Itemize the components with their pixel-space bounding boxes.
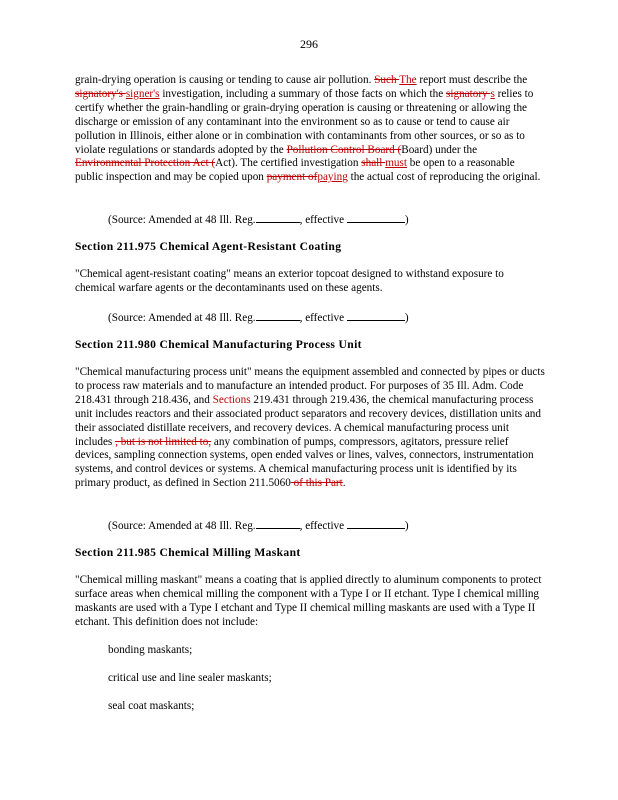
deleted-text: signatory's (75, 87, 126, 100)
list-item: critical use and line sealer maskants; (108, 672, 272, 684)
paragraph-text: any combination of pumps, compressors, agitators, pressure relief devices, sampling connection systems, open ended valves or lines, valves, connectors, instrumentation systems, and control devices or systems. A chemical manufacturing process unit is identified by its primary product, as defined in Section 211.5060 (75, 435, 534, 490)
source-note-suffix: ) (404, 520, 409, 532)
inserted-text: must (385, 157, 407, 170)
deleted-text: , but is not limited to, (115, 435, 212, 448)
deleted-text: signatory (446, 87, 491, 100)
blank-line (256, 518, 300, 529)
source-note-suffix: ) (404, 312, 409, 324)
deleted-text: Such (374, 74, 400, 86)
deleted-text: shall (361, 157, 386, 170)
deleted-text: of this Part (290, 477, 343, 490)
paragraph-text: Act). The certified investigation (215, 157, 362, 170)
source-note-middle: , effective (299, 214, 347, 226)
paragraph-text: the actual cost of reproducing the original. (347, 171, 541, 184)
paragraph-text: investigation, including a summary of those facts on which the (159, 87, 446, 100)
inserted-text: signer's (125, 87, 160, 100)
paragraph-chemical-agent-resistant-coating: "Chemical agent-resistant coating" means an exterior topcoat designed to withstand exposure to chemical warfare agents or the decontaminants used on these agents. (75, 268, 504, 294)
paragraph-text: relies to certify whether the grain-handling or grain-drying operation is causing or threatening or allowing the discharge or emission of any contaminant into the environment so as to cause or tend to cause air pollution in Illinois, either alone or in combination with contaminants from other sources, or so as to violate regulations or standards adopted by the (75, 87, 534, 156)
source-note (108, 310, 409, 326)
inserted-text: The (399, 74, 417, 86)
source-note (108, 518, 409, 534)
source-note-prefix: (Source: Amended at 48 Ill. Reg. (108, 214, 256, 226)
paragraph-chemical-milling-maskant: "Chemical milling maskant" means a coating that is applied directly to aluminum components to protect surface areas when chemical milling the component with a Type I or II etchant. Type I chemical milling maskants are used with a Type I etchant and Type II chemical milling maskants are used with a Type II etchant. This definition does not include: (75, 574, 542, 628)
deleted-text: Pollution Control Board ( (286, 143, 402, 156)
page-number: 296 (300, 37, 318, 51)
paragraph-text: . (342, 477, 346, 490)
source-note-middle: , effective (299, 520, 347, 532)
inserted-text: s (490, 87, 495, 100)
source-note-prefix: (Source: Amended at 48 Ill. Reg. (108, 312, 256, 324)
blank-line (347, 212, 405, 223)
paragraph-text: be open to a reasonable public inspection and may be copied upon (75, 157, 515, 184)
section-heading-211-985: Section 211.985 Chemical Milling Maskant (75, 546, 301, 559)
paragraph-grain-drying-investigation (75, 74, 545, 185)
blank-line (256, 310, 300, 321)
source-note-middle: , effective (299, 312, 347, 324)
paragraph-text: report must describe the (416, 74, 528, 86)
source-note-suffix: ) (404, 214, 409, 226)
paragraph-text: Board) under the (401, 143, 478, 156)
deleted-text: Environmental Protection Act ( (75, 157, 216, 170)
deleted-text: payment of (266, 171, 318, 184)
revised-text: Sections (212, 393, 251, 406)
source-note-prefix: (Source: Amended at 48 Ill. Reg. (108, 520, 256, 532)
blank-line (347, 518, 405, 529)
source-note (108, 212, 409, 228)
blank-line (256, 212, 300, 223)
section-heading-211-980: Section 211.980 Chemical Manufacturing Process Unit (75, 338, 362, 351)
paragraph-text: grain-drying operation is causing or tending to cause air pollution. (75, 74, 375, 86)
paragraph-text: "Chemical manufacturing process unit" means the equipment assembled and connected by pipes or ducts to process raw materials and to manufacture an intended product. For purposes of 35 Ill. Adm. Code 218.431 through 218.436, and (75, 366, 545, 406)
list-item: bonding maskants; (108, 644, 193, 656)
paragraph-text: 219.431 through 219.436, the chemical manufacturing process unit includes reactors and their associated product separators and recovery devices, distillation units and their associated distillate receivers, and recovery devices. A chemical manufacturing process unit includes (75, 393, 541, 448)
blank-line (347, 310, 405, 321)
inserted-text: paying (317, 171, 348, 184)
paragraph-chemical-manufacturing-process-unit (75, 366, 545, 491)
list-item: seal coat maskants; (108, 700, 195, 712)
section-heading-211-975: Section 211.975 Chemical Agent-Resistant Coating (75, 240, 342, 253)
